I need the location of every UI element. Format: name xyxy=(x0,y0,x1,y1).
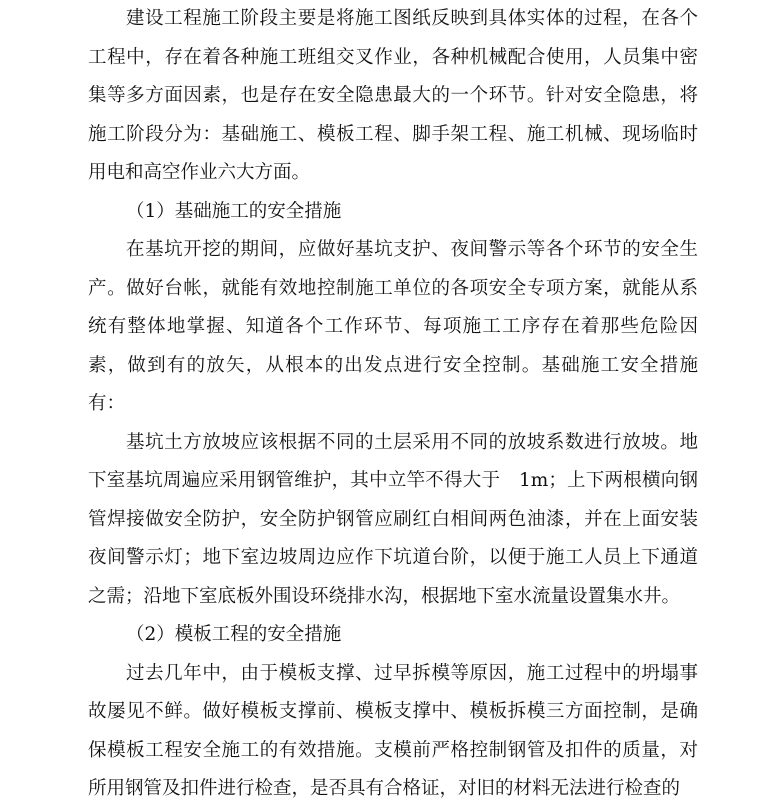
paragraph-line: 夜间警示灯；地下室边坡周边应作下坑道台阶，以便于施工人员上下通道 xyxy=(88,547,698,568)
paragraph-line: 统有整体地掌握、知道各个工作环节、每项施工工序存在着那些危险因 xyxy=(88,316,698,337)
paragraph-line: 建设工程施工阶段主要是将施工图纸反映到具体实体的过程，在各个 xyxy=(126,8,698,29)
paragraph-line: 之需；沿地下室底板外围设环绕排水沟，根据地下室水流量设置集水井。 xyxy=(88,585,681,607)
paragraph-line: 管焊接做安全防护，安全防护钢管应刷红白相间两色油漆，并在上面安装 xyxy=(88,508,698,530)
section-heading-text: （1）基础施工的安全措施 xyxy=(126,200,342,222)
paragraph-line: 有： xyxy=(88,393,126,414)
paragraph-line: 施工阶段分为：基础施工、模板工程、脚手架工程、施工机械、现场临时 xyxy=(88,123,698,145)
paragraph-line: 用电和高空作业六大方面。 xyxy=(88,162,311,183)
section-heading-text: （2）模板工程的安全措施 xyxy=(126,624,342,645)
paragraph-line: 素，做到有的放矢，从根本的出发点进行安全控制。基础施工安全措施 xyxy=(88,354,698,376)
paragraph-line: 过去几年中，由于模板支撑、过早拆模等原因，施工过程中的坍塌事 xyxy=(126,662,698,684)
paragraph-line: 下室基坑周遍应采用钢管维护，其中立竿不得大于 1m；上下两根横向钢 xyxy=(88,470,698,491)
paragraph-line: 故屡见不鲜。做好模板支撑前、模板支撑中、模板拆模三方面控制，是确 xyxy=(88,701,698,722)
paragraph-line: 集等多方面因素，也是存在安全隐患最大的一个环节。针对安全隐患，将 xyxy=(88,85,698,106)
paragraph-line: 基坑土方放坡应该根据不同的土层采用不同的放坡系数进行放坡。地 xyxy=(126,431,698,453)
paragraph-line: 产。做好台帐，就能有效地控制施工单位的各项安全专项方案，就能从系 xyxy=(88,277,698,299)
paragraph-line: 保模板工程安全施工的有效措施。支模前严格控制钢管及扣件的质量，对 xyxy=(88,739,698,761)
paragraph-line: 在基坑开挖的期间，应做好基坑支护、夜间警示等各个环节的安全生 xyxy=(126,239,698,260)
paragraph-line: 工程中，存在着各种施工班组交叉作业，各种机械配合使用，人员集中密 xyxy=(88,46,698,68)
paragraph-line: 所用钢管及扣件进行检查，是否具有合格证，对旧的材料无法进行检查的 xyxy=(88,778,681,799)
